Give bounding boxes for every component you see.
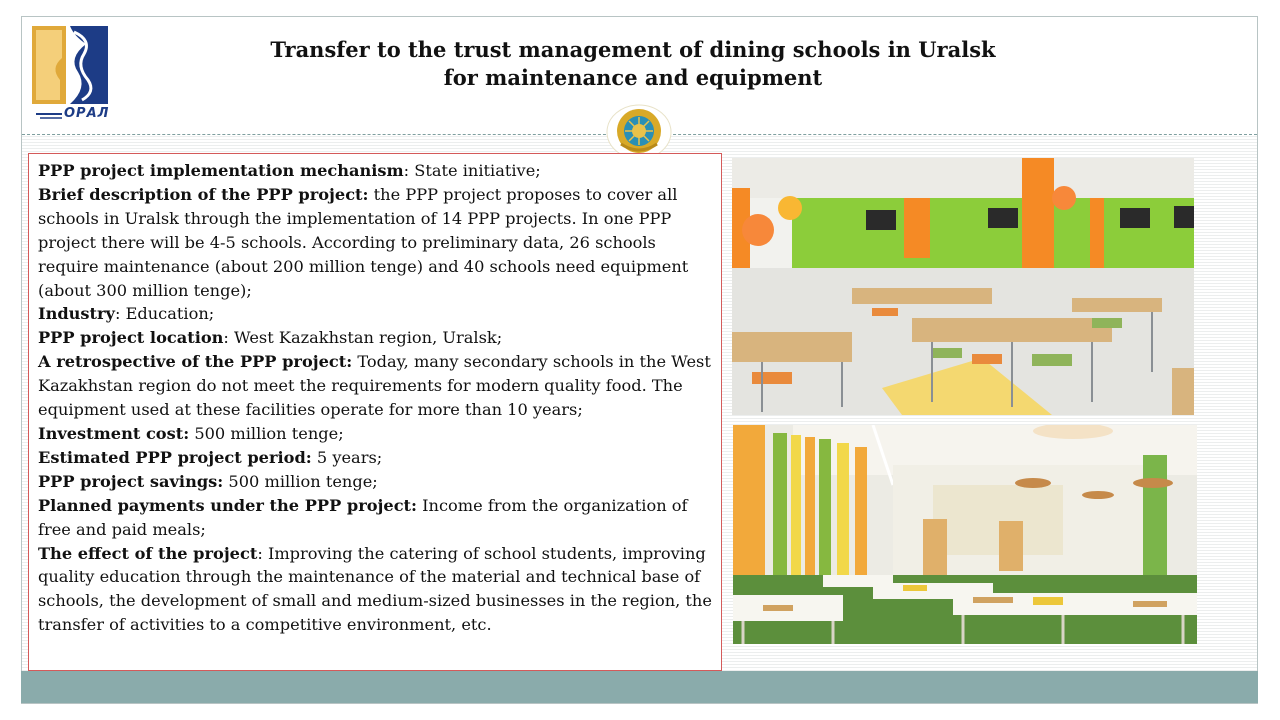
info-value: West Kazakhstan region, Uralsk; <box>234 328 503 348</box>
canteen-photo-striped <box>733 425 1197 644</box>
info-value: Education; <box>125 304 215 324</box>
project-info-box <box>28 153 722 671</box>
info-mechanism: PPP project implementation mechanism: State initiative; <box>38 161 541 180</box>
info-value: the PPP project proposes to cover all schools in Uralsk through the implementation of 14 PPP projects. In one PPP project there will be 4-5 schools. According to preliminary data, 26 schools require maintenance (about 200 million tenge) and 40 schools need equipment (about 300 million tenge); <box>38 184 689 300</box>
info-planned-payments <box>38 494 721 542</box>
info-value: Today, many secondary schools in the West Kazakhstan region do not meet the requirements for modern quality food. The equipment used at these facilities operate for more than 10 years; <box>38 352 711 420</box>
info-value: State initiative; <box>414 161 541 180</box>
info-industry: Industry: Education; <box>38 304 215 324</box>
info-label: PPP project location <box>38 328 224 348</box>
info-investment-cost <box>38 422 721 446</box>
info-location: PPP project location: West Kazakhstan region, Uralsk; <box>38 328 503 348</box>
canteen-photo-green <box>732 158 1194 415</box>
info-label: The effect of the project <box>38 543 258 563</box>
info-label: A retrospective of the PPP project: <box>38 352 353 372</box>
info-label: Estimated PPP project period: <box>38 447 312 467</box>
info-label: PPP project savings: <box>38 471 224 491</box>
info-retrospective <box>38 350 721 422</box>
info-label: PPP project implementation mechanism <box>38 161 404 180</box>
logo-caption: ОРАЛ <box>64 106 110 121</box>
info-effect: The effect of the project: Improving the catering of school students, improving quality education through the maintenance of the material and technical base of schools, the development of small and medium-sized businesses in the region, the transfer of activities to a competitive environment, etc. <box>38 543 712 635</box>
info-label: Investment cost: <box>38 423 190 443</box>
info-value: 500 million tenge; <box>228 471 378 491</box>
info-value: 500 million tenge; <box>194 423 344 443</box>
info-value: 5 years; <box>316 447 383 467</box>
info-savings <box>38 470 721 494</box>
info-label: Brief description of the PPP project: <box>38 184 369 204</box>
info-description <box>38 183 721 303</box>
info-label: Planned payments under the PPP project: <box>38 495 417 515</box>
info-value: Income from the organization of free and paid meals; <box>38 495 688 539</box>
kazakhstan-emblem-icon <box>606 104 672 160</box>
page-title: Transfer to the trust management of dining schools in Uralsk for maintenance and equipment <box>270 37 996 90</box>
info-project-period <box>38 446 721 470</box>
info-label: Industry <box>38 304 115 324</box>
footer-bar <box>21 671 1258 703</box>
info-value: Improving the catering of school students, improving quality education through the maintenance of the material and technical base of schools, the development of small and medium-sized businesses in the region, the transfer of activities to a competitive environment, etc. <box>38 543 712 635</box>
